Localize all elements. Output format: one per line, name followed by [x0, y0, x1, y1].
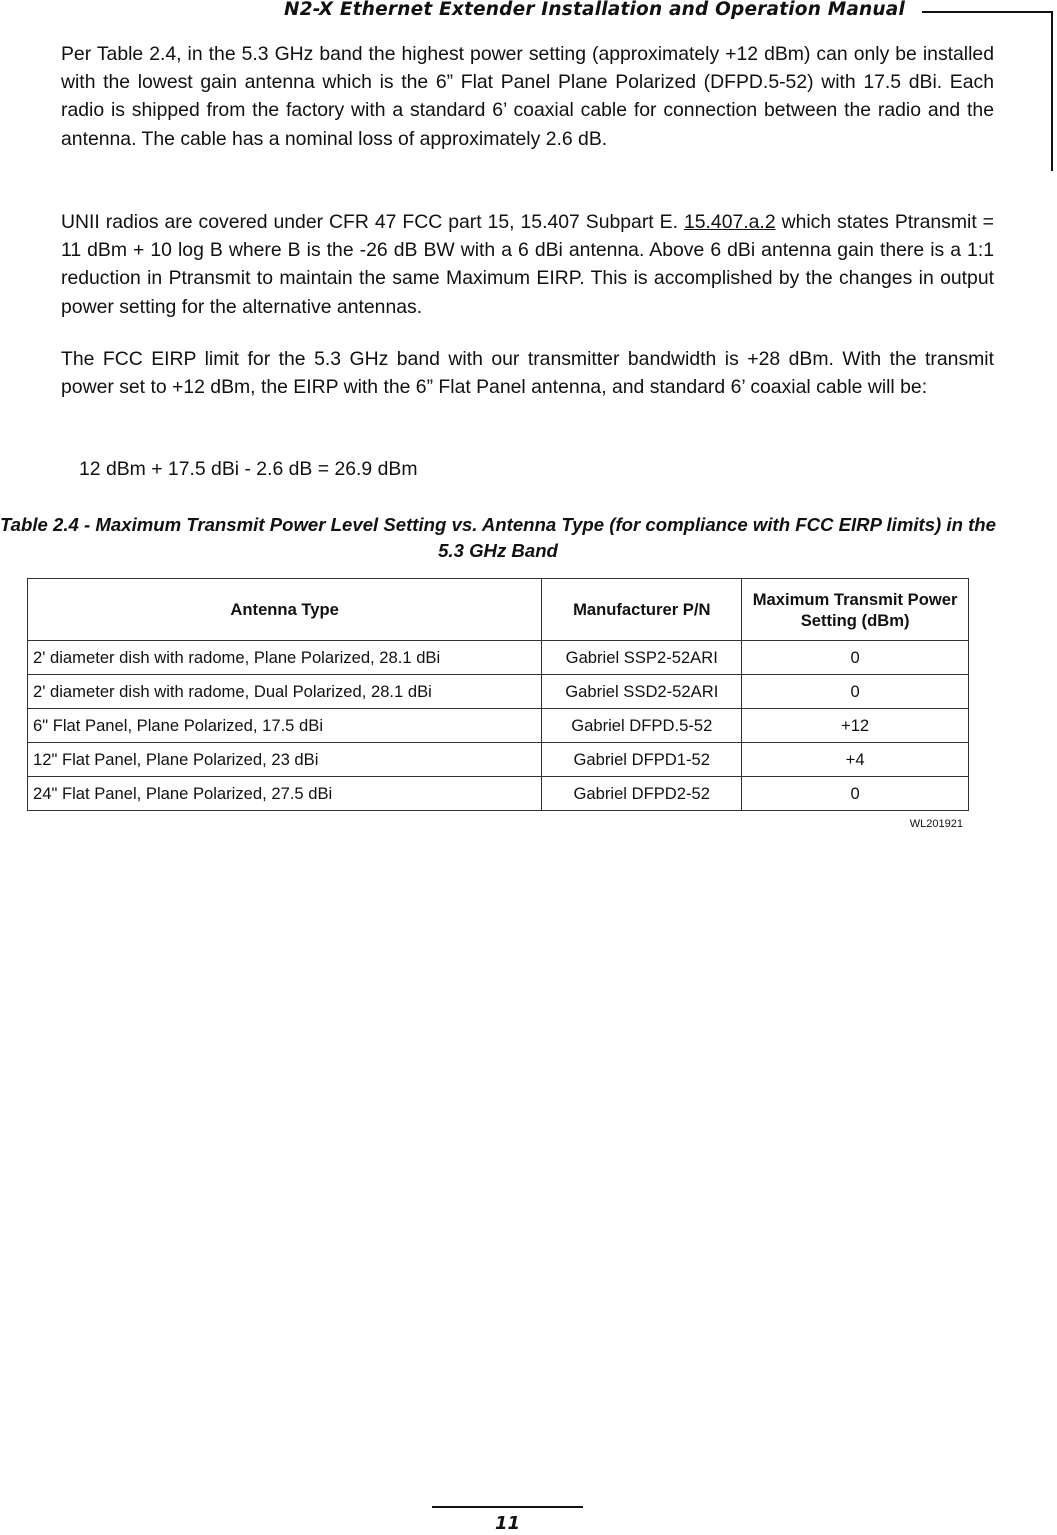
table-caption: Table 2.4 - Maximum Transmit Power Level Setting vs. Antenna Type (for compliance with FCC EIRP limits) in the 5.3 GHz Band — [0, 514, 996, 561]
header-side-rule — [1051, 11, 1053, 171]
cell-max-power: +4 — [742, 743, 969, 777]
page-number: 11 — [494, 1513, 521, 1534]
column-header-antenna-type: Antenna Type — [28, 579, 542, 641]
cell-max-power: 0 — [742, 777, 969, 811]
column-header-max-power: Maximum Transmit Power Setting (dBm) — [742, 579, 969, 641]
antenna-power-table — [27, 578, 969, 811]
paragraph-eirp-limit: The FCC EIRP limit for the 5.3 GHz band with our transmitter bandwidth is +28 dBm. With the transmit power set to +12 dBm, the EIRP with the 6” Flat Panel antenna, and standard 6’ coaxial cable will be: — [61, 348, 994, 399]
paragraph-unii-text-end: which states Ptransmit = 11 dBm + 10 log B where B is the -26 dB BW with a 6 dBi antenna. Above 6 dBi antenna gain there is a 1:1 reduction in Ptransmit to maintain the same Maximum EIRP. This is accomplished by the changes in output power setting for the alternative antennas. — [61, 211, 994, 318]
paragraph-power-setting: Per Table 2.4, in the 5.3 GHz band the highest power setting (approximately +12 dBm) can only be installed with the lowest gain antenna which is the 6” Flat Panel Plane Polarized (DFPD.5-52) with 17.5 dBi. Each radio is shipped from the factory with a standard 6’ coaxial cable for connection between the radio and the antenna. The cable has a nominal loss of approximately 2.6 dB. — [61, 43, 994, 150]
table-row — [28, 675, 969, 709]
regulation-link[interactable]: 15.407.a.2 — [683, 211, 776, 233]
cell-manufacturer-pn: Gabriel DFPD.5-52 — [542, 709, 742, 743]
table-row — [28, 641, 969, 675]
running-header-title: N2-X Ethernet Extender Installation and Operation Manual — [284, 0, 905, 20]
cell-antenna-type: 12" Flat Panel, Plane Polarized, 23 dBi — [28, 743, 542, 777]
table-header-row — [28, 579, 969, 641]
table-row — [28, 743, 969, 777]
cell-antenna-type: 2' diameter dish with radome, Dual Polarized, 28.1 dBi — [28, 675, 542, 709]
column-header-manufacturer-pn: Manufacturer P/N — [542, 579, 742, 641]
cell-max-power: +12 — [742, 709, 969, 743]
cell-max-power: 0 — [742, 641, 969, 675]
cell-max-power: 0 — [742, 675, 969, 709]
cell-antenna-type: 2' diameter dish with radome, Plane Polarized, 28.1 dBi — [28, 641, 542, 675]
table-row — [28, 777, 969, 811]
cell-manufacturer-pn: Gabriel SSP2-52ARI — [542, 641, 742, 675]
table-row — [28, 709, 969, 743]
paragraph-unii-text-start: UNII radios are covered under CFR 47 FCC part 15, 15.407 Subpart E. — [61, 211, 684, 233]
cell-antenna-type: 6" Flat Panel, Plane Polarized, 17.5 dBi — [28, 709, 542, 743]
paragraph-unii-regulation — [61, 208, 994, 321]
figure-id: WL201921 — [909, 818, 963, 830]
footer-rule — [432, 1506, 583, 1508]
header-rule — [922, 11, 1052, 13]
cell-manufacturer-pn: Gabriel DFPD1-52 — [542, 743, 742, 777]
cell-antenna-type: 24" Flat Panel, Plane Polarized, 27.5 dBi — [28, 777, 542, 811]
eirp-formula: 12 dBm + 17.5 dBi - 2.6 dB = 26.9 dBm — [79, 458, 418, 480]
cell-manufacturer-pn: Gabriel SSD2-52ARI — [542, 675, 742, 709]
cell-manufacturer-pn: Gabriel DFPD2-52 — [542, 777, 742, 811]
